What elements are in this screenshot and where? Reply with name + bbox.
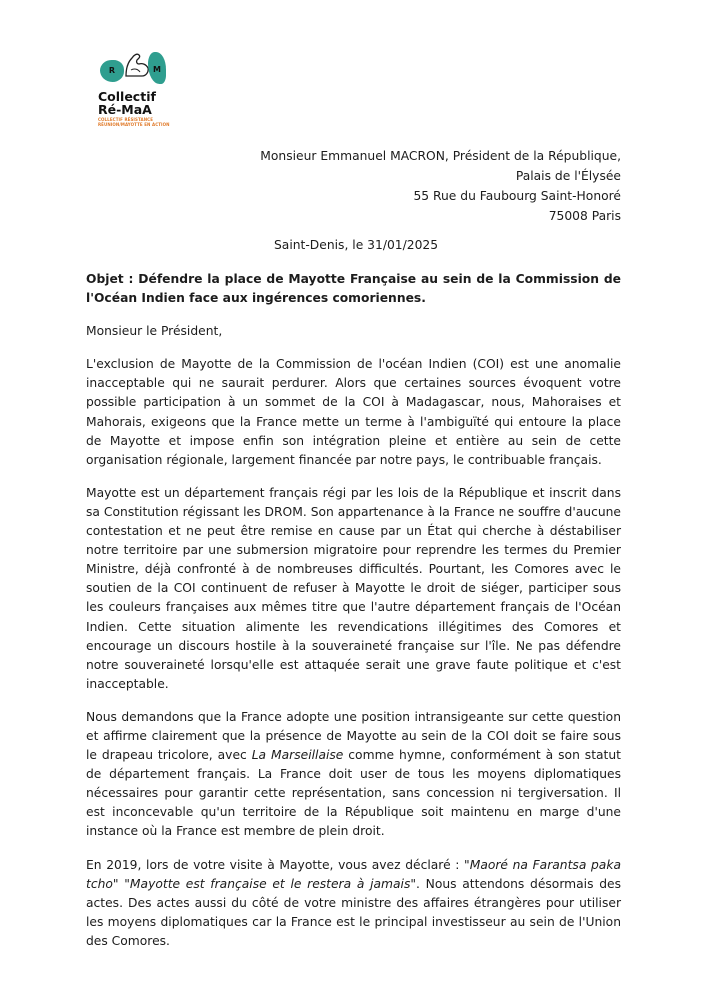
letter-body [86,270,621,965]
recipient-address [260,146,621,226]
recipient-building: Palais de l'Élysée [515,169,621,183]
paragraph-4-text-end: . Nous attendons désormais des actes. Des actes aussi du côté de votre ministre des affaires étrangères pour utiliser les moyens diplomatiques car la France est le principal investisseur au sein de l'Union des Comores. [86,876,621,948]
paragraph-3 [86,708,621,842]
paragraph-1: L'exclusion de Mayotte de la Commission de l'océan Indien (COI) est une anomalie inacceptable qui ne saurait perdurer. Alors que certaines sources évoquent votre possible participation à un sommet de la COI à Madagascar, nous, Mahoraises et Mahorais, exigeons que la France mette un terme à l'ambiguïté qui entoure la place de Mayotte et impose enfin son intégration pleine et entière au sein de cette organisation régionale, largement financée par notre pays, le contribuable français. [86,357,621,467]
anthem-title: La Marseillaise [251,748,344,763]
paragraph-4 [86,856,621,951]
collectif-logo [98,48,170,127]
place-date: Saint-Denis, le 31/01/2025 [274,238,439,252]
logo-name-line1: Collectif [98,89,156,104]
logo-name-line2: Ré-MaA [98,102,152,117]
recipient-name: Monsieur Emmanuel MACRON, Président de la République, [260,149,621,163]
paragraph-2: Mayotte est un département français régi par les lois de la République et inscrit dans sa Constitution régissant les DROM. Son appartenance à la France ne souffre d'aucune contestation et ne peut être remise en cause par un État qui cherche à déstabiliser notre territoire par une submersion migratoire pour reprendre les termes du Premier Ministre, déjà confronté à de nombreuses difficultés. Pourtant, les Comores avec le soutien de la COI continuent de refuser à Mayotte le droit de siéger, participer sous les couleurs françaises aux mêmes titre que l'autre département français de l'Océan Indien. Cette situation alimente les revendications illégitimes des Comores et encourage un discours hostile à la souveraineté française sur l'île. Ne pas défendre notre souveraineté lorsqu'elle est attaquée serait une grave faute politique et c'est inacceptable. [86,485,621,691]
recipient-street: 55 Rue du Faubourg Saint-Honoré [413,189,621,203]
logo-tagline: COLLECTIF RÉSISTANCE RÉUNION/MAYOTTE EN ACTION [98,117,170,127]
salutation: Monsieur le Président, [86,324,223,339]
letter-subject: Objet : Défendre la place de Mayotte Française au sein de la Commission de l'Océan Indien face aux ingérences comoriennes. [86,272,621,306]
badge-r: R [108,66,116,75]
paragraph-3-text: Nous demandons que la France adopte une position intransigeante sur cette question et affirme clairement que la présence de Mayotte au sein de la COI doit se faire sous le drapeau tricolore, avec [86,709,621,763]
paragraph-4-text: En 2019, lors de votre visite à Mayotte, vous avez déclaré : [86,857,465,872]
logo-name [98,90,170,116]
paragraph-3-text-end: comme hymne, conformément à son statut de département français. La France doit user de tous les moyens diplomatiques nécessaires pour garantir cette représentation, sans concession ni tergiversation. Il est inconcevable qu'un territoire de la République soit maintenu en marge d'une instance où la France est membre de plein droit. [86,748,621,839]
reunion-island-icon [100,60,124,82]
recipient-city: 75008 Paris [548,209,621,223]
quote-french: "Mayotte est française et le restera à jamais" [124,876,417,891]
badge-m: M [153,65,161,74]
quote-shimaore: "Maoré na Farantsa paka tcho" [86,857,621,891]
logo-emblem [98,48,170,88]
